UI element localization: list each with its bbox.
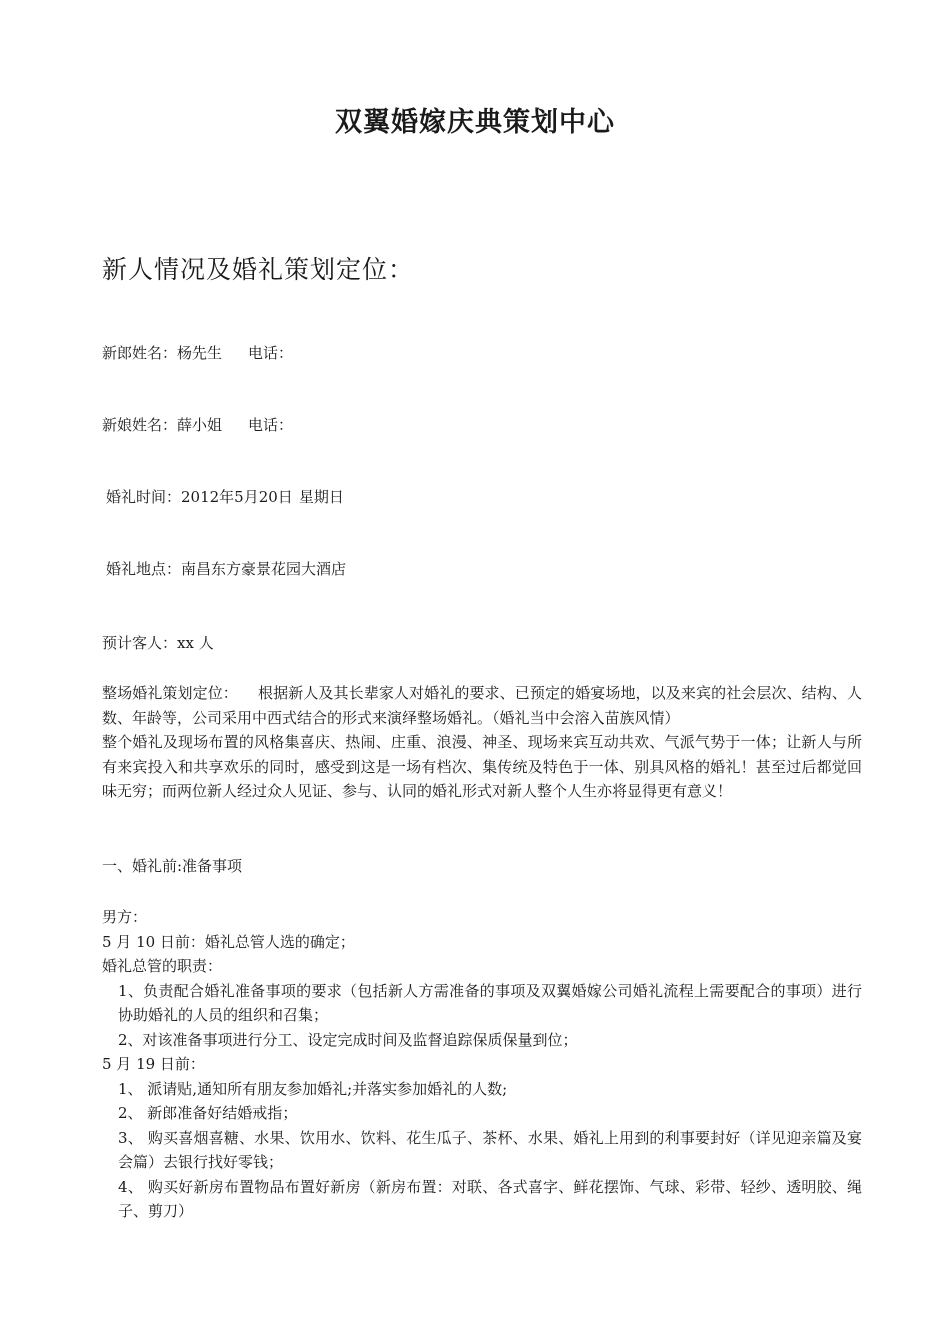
party-label: 男方： [102, 908, 148, 926]
groom-phone-label: 电话： [248, 344, 294, 362]
duty-item-1: 1、负责配合婚礼准备事项的要求（包括新人方需准备的事项及双翼婚嫁公司婚礼流程上需要配合的事项）进行协助婚礼的人员的组织和召集； [118, 981, 862, 1024]
section-heading: 新人情况及婚礼策划定位： [102, 255, 415, 284]
positioning-text-2: 整个婚礼及现场布置的风格集喜庆、热闹、庄重、浪漫、神圣、现场来宾互动共欢、气派气势于一体；让新人与所有来宾投入和共享欢乐的同时，感受到这是一场有档次、集传统及特色于一体、别具风格的婚礼！甚至过后都觉回味无穷；而两位新人经过众人见证、参与、认同的婚礼形式对新人整个人生亦将显得更有意义！ [102, 733, 862, 800]
task-item-3: 3、 购买喜烟喜糖、水果、饮用水、饮料、花生瓜子、茶杯、水果、婚礼上用到的利事要封好（详见迎亲篇及宴会篇）去银行找好零钱； [118, 1128, 862, 1171]
duty-title: 婚礼总管的职责： [102, 957, 223, 975]
wedding-weekday: 星期日 [298, 488, 344, 506]
groom-name: 新郎姓名：杨先生 [102, 344, 223, 362]
section-1-title: 一、婚礼前:准备事项 [102, 857, 243, 875]
document-title: 双翼婚嫁庆典策划中心 [335, 107, 615, 138]
bride-name: 新娘姓名：薛小姐 [102, 416, 223, 434]
date-may-10: 5 月 10 日前：婚礼总管人选的确定； [102, 932, 355, 951]
task-item-4: 4、 购买好新房布置物品布置好新房（新房布置：对联、各式喜字、鲜花摆饰、气球、彩带、轻纱、透明胶、绳子、剪刀） [118, 1177, 862, 1220]
task-item-2: 2、 新郎准备好结婚戒指； [118, 1104, 298, 1122]
wedding-place: 婚礼地点：南昌东方豪景花园大酒店 [106, 560, 347, 578]
groom-info [102, 342, 293, 363]
date-may-19: 5 月 19 日前： [102, 1055, 205, 1073]
section-1-body [102, 905, 862, 1224]
wedding-date: 婚礼时间：2012年5月20日 [106, 488, 293, 506]
bride-info [102, 414, 293, 435]
positioning-paragraph [102, 681, 862, 804]
duty-item-2: 2、对该准备事项进行分工、设定完成时间及监督追踪保质保量到位； [118, 1030, 578, 1049]
guest-count: 预计客人：xx 人 [102, 634, 214, 652]
bride-phone-label: 电话： [248, 416, 294, 434]
task-item-1: 1、 派请贴,通知所有朋友参加婚礼;并落实参加婚礼的人数; [118, 1079, 508, 1098]
positioning-text-1: 根据新人及其长辈家人对婚礼的要求、已预定的婚宴场地，以及来宾的社会层次、结构、人数、年龄等，公司采用中西式结合的形式来演绎整场婚礼。（婚礼当中会溶入苗族风情） [102, 684, 862, 727]
wedding-time [106, 486, 344, 507]
positioning-lead: 整场婚礼策划定位： [102, 684, 238, 702]
